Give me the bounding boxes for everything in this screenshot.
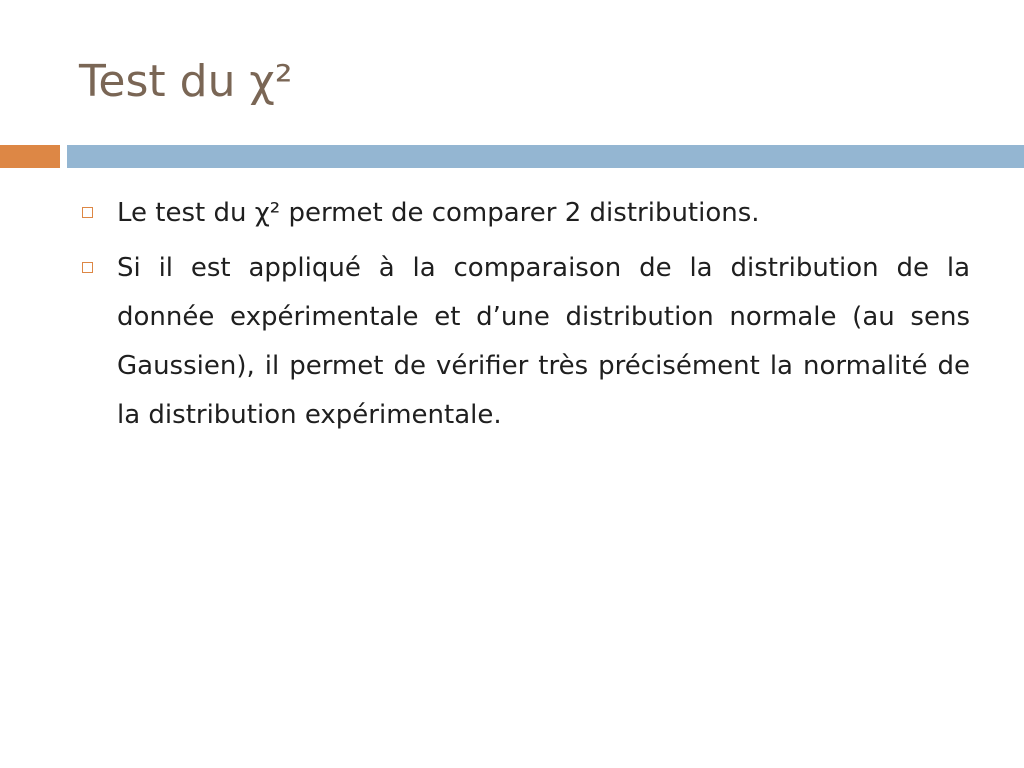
bullet-item — [78, 189, 970, 238]
square-bullet-icon — [82, 207, 93, 218]
slide-title: Test du χ² — [79, 56, 293, 107]
bullet-list — [78, 189, 970, 446]
bullet-item — [78, 244, 970, 440]
title-divider-bar — [67, 145, 1024, 168]
title-accent-bar — [0, 145, 60, 168]
bullet-text: Si il est appliqué à la comparaison de la distribution de la donnée expérimentale et d’une distribution normale (au sens Gaussien), il permet de vérifier très précisément la normalité de la distribution expérimentale. — [117, 253, 970, 430]
bullet-text: Le test du χ² permet de comparer 2 distributions. — [117, 198, 760, 228]
square-bullet-icon — [82, 262, 93, 273]
